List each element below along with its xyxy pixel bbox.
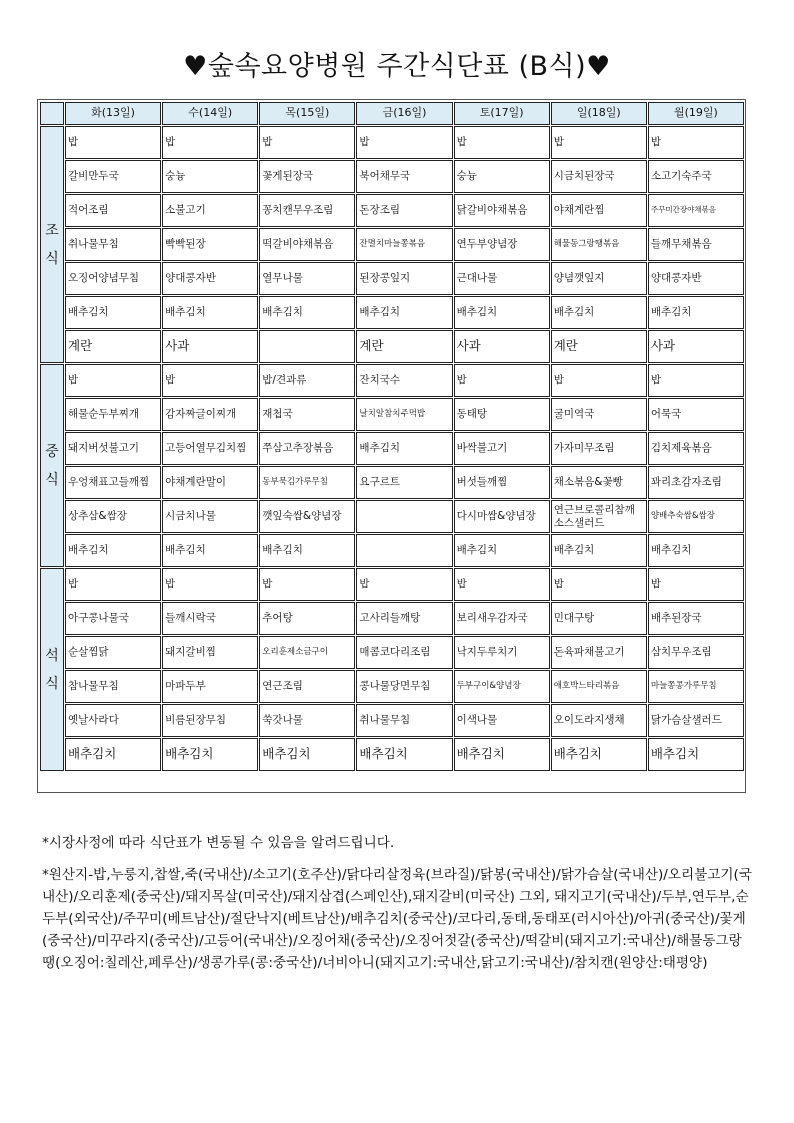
menu-cell: 북어채무국 xyxy=(356,160,452,193)
menu-cell: 돈장조림 xyxy=(356,194,452,227)
menu-cell: 밥 xyxy=(65,126,161,159)
menu-cell: 적어조림 xyxy=(65,194,161,227)
menu-cell: 양배추숙쌈&쌈장 xyxy=(648,500,744,533)
menu-cell: 밥 xyxy=(648,568,744,601)
table-row xyxy=(40,568,744,601)
menu-cell: 날치알참치주먹밥 xyxy=(356,398,452,431)
menu-cell: 사과 xyxy=(454,330,550,363)
table-row xyxy=(40,432,744,465)
menu-cell: 밥 xyxy=(454,126,550,159)
menu-cell: 요구르트 xyxy=(356,466,452,499)
menu-cell: 시금치된장국 xyxy=(551,160,647,193)
meal-label: 조 식 xyxy=(40,126,64,363)
corner-cell xyxy=(40,102,64,125)
menu-cell: 밥 xyxy=(551,126,647,159)
menu-cell: 잔치국수 xyxy=(356,364,452,397)
table-row xyxy=(40,194,744,227)
menu-cell: 근대나물 xyxy=(454,262,550,295)
menu-cell: 쭈삼고추장볶음 xyxy=(259,432,355,465)
menu-cell: 배추김치 xyxy=(259,738,355,771)
origin-text: *원산지-밥,누룽지,찹쌀,죽(국내산)/소고기(호주산)/닭다리살정육(브라질)/닭봉(국내산)/닭가슴살(국내산)/오리불고기(국내산)/오리훈제(중국산)/돼지목살(미국산)/돼지삼겹(스페인산),돼지갈비(미국산) 그외, 돼지고기(국내산)/두부,연두부,순두부(외국산)/주꾸미(베트남산)/절단낙지(베트남산)/배추김치(중국산)/코다리,동태,동태포(러시아산)/아귀(중국산)/꽃게(중국산)/미꾸라지(중국산)/고등어(국내산)/오징어채(중국산)/오징어젓갈(중국산)/떡갈비(돼지고기:국내산)/해물동그랑땡(오징어:칠레산,페루산)/생콩가루(콩:중국산)/너비아니(돼지고기:국내산,닭고기:국내산)/참치캔(원양산:태평양) xyxy=(42,867,752,971)
menu-cell: 돼지버섯불고기 xyxy=(65,432,161,465)
menu-cell: 오리훈제소금구이 xyxy=(259,636,355,669)
table-row xyxy=(40,296,744,329)
menu-cell: 채소볶음&꽃빵 xyxy=(551,466,647,499)
menu-cell: 밥 xyxy=(259,126,355,159)
day-header: 토(17일) xyxy=(454,102,550,125)
menu-cell: 배추김치 xyxy=(551,296,647,329)
menu-cell: 오이도라지생채 xyxy=(551,704,647,737)
table-row xyxy=(40,534,744,567)
table-row xyxy=(40,704,744,737)
menu-cell: 소불고기 xyxy=(162,194,258,227)
menu-cell: 배추김치 xyxy=(162,296,258,329)
menu-cell: 보리새우감자국 xyxy=(454,602,550,635)
menu-cell: 배추된장국 xyxy=(648,602,744,635)
menu-cell: 양대콩자반 xyxy=(648,262,744,295)
menu-cell: 열무나물 xyxy=(259,262,355,295)
menu-cell: 사과 xyxy=(648,330,744,363)
menu-cell: 참나물무침 xyxy=(65,670,161,703)
menu-cell: 민대구탕 xyxy=(551,602,647,635)
weekly-menu-table xyxy=(39,101,745,772)
menu-cell: 배추김치 xyxy=(356,738,452,771)
menu-cell: 꽃게된장국 xyxy=(259,160,355,193)
menu-cell: 밥 xyxy=(65,568,161,601)
menu-cell: 어묵국 xyxy=(648,398,744,431)
menu-cell: 밥 xyxy=(162,126,258,159)
menu-cell: 비름된장무침 xyxy=(162,704,258,737)
header-row xyxy=(40,102,744,125)
table-row xyxy=(40,364,744,397)
menu-cell: 상추삼&쌈장 xyxy=(65,500,161,533)
page-title: ♥숲속요양병원 주간식단표 (B식)♥ xyxy=(183,51,611,82)
menu-cell: 해물동그랑땡볶음 xyxy=(551,228,647,261)
menu-cell: 사과 xyxy=(162,330,258,363)
table-row xyxy=(40,738,744,771)
menu-cell: 순살찜닭 xyxy=(65,636,161,669)
menu-cell: 옛날사라다 xyxy=(65,704,161,737)
menu-cell: 밥 xyxy=(162,364,258,397)
menu-cell: 가자미무조림 xyxy=(551,432,647,465)
menu-cell: 야채계란말이 xyxy=(162,466,258,499)
menu-cell: 계란 xyxy=(65,330,161,363)
menu-cell: 깻잎숙쌈&양념장 xyxy=(259,500,355,533)
menu-cell: 밥 xyxy=(648,364,744,397)
menu-cell: 닭갈비야채볶음 xyxy=(454,194,550,227)
day-header: 화(13일) xyxy=(65,102,161,125)
menu-cell: 계란 xyxy=(356,330,452,363)
menu-cell: 배추김치 xyxy=(551,534,647,567)
menu-cell: 밥/견과류 xyxy=(259,364,355,397)
menu-cell: 시금치나물 xyxy=(162,500,258,533)
menu-cell: 배추김치 xyxy=(454,534,550,567)
menu-cell: 배추김치 xyxy=(65,296,161,329)
menu-cell xyxy=(356,534,452,567)
menu-cell: 배추김치 xyxy=(356,432,452,465)
menu-cell: 밥 xyxy=(454,364,550,397)
menu-cell: 양대콩자반 xyxy=(162,262,258,295)
table-row xyxy=(40,126,744,159)
menu-cell: 배추김치 xyxy=(356,296,452,329)
menu-cell: 배추김치 xyxy=(454,738,550,771)
menu-cell: 배추김치 xyxy=(162,534,258,567)
menu-cell: 두부구이&양념장 xyxy=(454,670,550,703)
menu-cell: 오징어양념무침 xyxy=(65,262,161,295)
menu-cell: 배추김치 xyxy=(259,296,355,329)
day-header: 월(19일) xyxy=(648,102,744,125)
table-row xyxy=(40,500,744,533)
menu-cell: 떡갈비야채볶음 xyxy=(259,228,355,261)
menu-cell: 연근브로콜리참깨소스샐러드 xyxy=(551,500,647,533)
table-row xyxy=(40,398,744,431)
menu-cell: 돈육파채불고기 xyxy=(551,636,647,669)
table-row xyxy=(40,636,744,669)
menu-cell: 삼치무우조림 xyxy=(648,636,744,669)
menu-cell: 밥 xyxy=(65,364,161,397)
table-row xyxy=(40,228,744,261)
menu-cell: 굴미역국 xyxy=(551,398,647,431)
menu-cell: 빡빡된장 xyxy=(162,228,258,261)
menu-cell: 이색나물 xyxy=(454,704,550,737)
menu-cell: 마파두부 xyxy=(162,670,258,703)
menu-cell: 밥 xyxy=(162,568,258,601)
menu-cell: 밥 xyxy=(648,126,744,159)
menu-cell: 해물순두부찌개 xyxy=(65,398,161,431)
menu-cell: 배추김치 xyxy=(648,296,744,329)
menu-cell: 연근조림 xyxy=(259,670,355,703)
menu-cell: 밥 xyxy=(356,568,452,601)
menu-cell: 바싹불고기 xyxy=(454,432,550,465)
menu-cell: 밥 xyxy=(454,568,550,601)
table-row xyxy=(40,670,744,703)
menu-cell: 꽁치캔무우조림 xyxy=(259,194,355,227)
menu-cell: 주꾸미간장야채볶음 xyxy=(648,194,744,227)
menu-cell: 재첩국 xyxy=(259,398,355,431)
table-row xyxy=(40,160,744,193)
menu-cell: 꽈리초감자조림 xyxy=(648,466,744,499)
menu-cell: 계란 xyxy=(551,330,647,363)
menu-cell: 숭늉 xyxy=(162,160,258,193)
menu-cell: 들깨무채볶음 xyxy=(648,228,744,261)
meal-label: 석 식 xyxy=(40,568,64,771)
day-header: 수(14일) xyxy=(162,102,258,125)
menu-cell: 고등어열무김치찜 xyxy=(162,432,258,465)
menu-cell: 배추김치 xyxy=(648,534,744,567)
menu-cell: 밥 xyxy=(551,568,647,601)
menu-cell: 야채계란찜 xyxy=(551,194,647,227)
menu-cell: 취나물무침 xyxy=(356,704,452,737)
menu-cell: 동부묵김가루무침 xyxy=(259,466,355,499)
menu-cell: 아구콩나물국 xyxy=(65,602,161,635)
menu-cell: 연두부양념장 xyxy=(454,228,550,261)
menu-cell: 소고기숙주국 xyxy=(648,160,744,193)
menu-cell: 고사리들깨탕 xyxy=(356,602,452,635)
menu-cell: 양념깻잎지 xyxy=(551,262,647,295)
menu-cell: 배추김치 xyxy=(259,534,355,567)
table-row xyxy=(40,602,744,635)
menu-cell: 취나물무침 xyxy=(65,228,161,261)
menu-cell: 동태탕 xyxy=(454,398,550,431)
menu-cell: 배추김치 xyxy=(648,738,744,771)
menu-cell: 들깨시락국 xyxy=(162,602,258,635)
menu-cell: 배추김치 xyxy=(65,738,161,771)
menu-cell: 돼지갈비찜 xyxy=(162,636,258,669)
menu-cell: 배추김치 xyxy=(162,738,258,771)
menu-cell: 쑥갓나물 xyxy=(259,704,355,737)
menu-cell: 김치제육볶음 xyxy=(648,432,744,465)
table-row xyxy=(40,262,744,295)
menu-cell: 밥 xyxy=(356,126,452,159)
menu-cell: 밥 xyxy=(259,568,355,601)
day-header: 일(18일) xyxy=(551,102,647,125)
day-header: 목(15일) xyxy=(259,102,355,125)
meal-label: 중 식 xyxy=(40,364,64,567)
menu-cell: 배추김치 xyxy=(454,296,550,329)
menu-cell: 배추김치 xyxy=(65,534,161,567)
menu-cell: 추어탕 xyxy=(259,602,355,635)
notice-text: *시장사정에 따라 식단표가 변동될 수 있음을 알려드립니다. xyxy=(42,835,395,851)
menu-cell: 마늘쫑콩가루무침 xyxy=(648,670,744,703)
menu-cell: 숭늉 xyxy=(454,160,550,193)
menu-cell xyxy=(259,330,355,363)
menu-cell xyxy=(356,500,452,533)
menu-cell: 갈비만두국 xyxy=(65,160,161,193)
table-row xyxy=(40,466,744,499)
menu-cell: 매콤코다리조림 xyxy=(356,636,452,669)
menu-cell: 밥 xyxy=(551,364,647,397)
menu-cell: 애호박느타리볶음 xyxy=(551,670,647,703)
menu-cell: 된장콩잎지 xyxy=(356,262,452,295)
menu-cell: 닭가슴살샐러드 xyxy=(648,704,744,737)
table-row xyxy=(40,330,744,363)
day-header: 금(16일) xyxy=(356,102,452,125)
menu-cell: 다시마쌈&양념장 xyxy=(454,500,550,533)
menu-cell: 우엉채표고들깨찜 xyxy=(65,466,161,499)
menu-cell: 낙지두루치기 xyxy=(454,636,550,669)
menu-cell: 콩나물당면무침 xyxy=(356,670,452,703)
menu-cell: 버섯들깨찜 xyxy=(454,466,550,499)
menu-cell: 잔멸치마늘쫑볶음 xyxy=(356,228,452,261)
menu-cell: 감자짜글이찌개 xyxy=(162,398,258,431)
menu-cell: 배추김치 xyxy=(551,738,647,771)
